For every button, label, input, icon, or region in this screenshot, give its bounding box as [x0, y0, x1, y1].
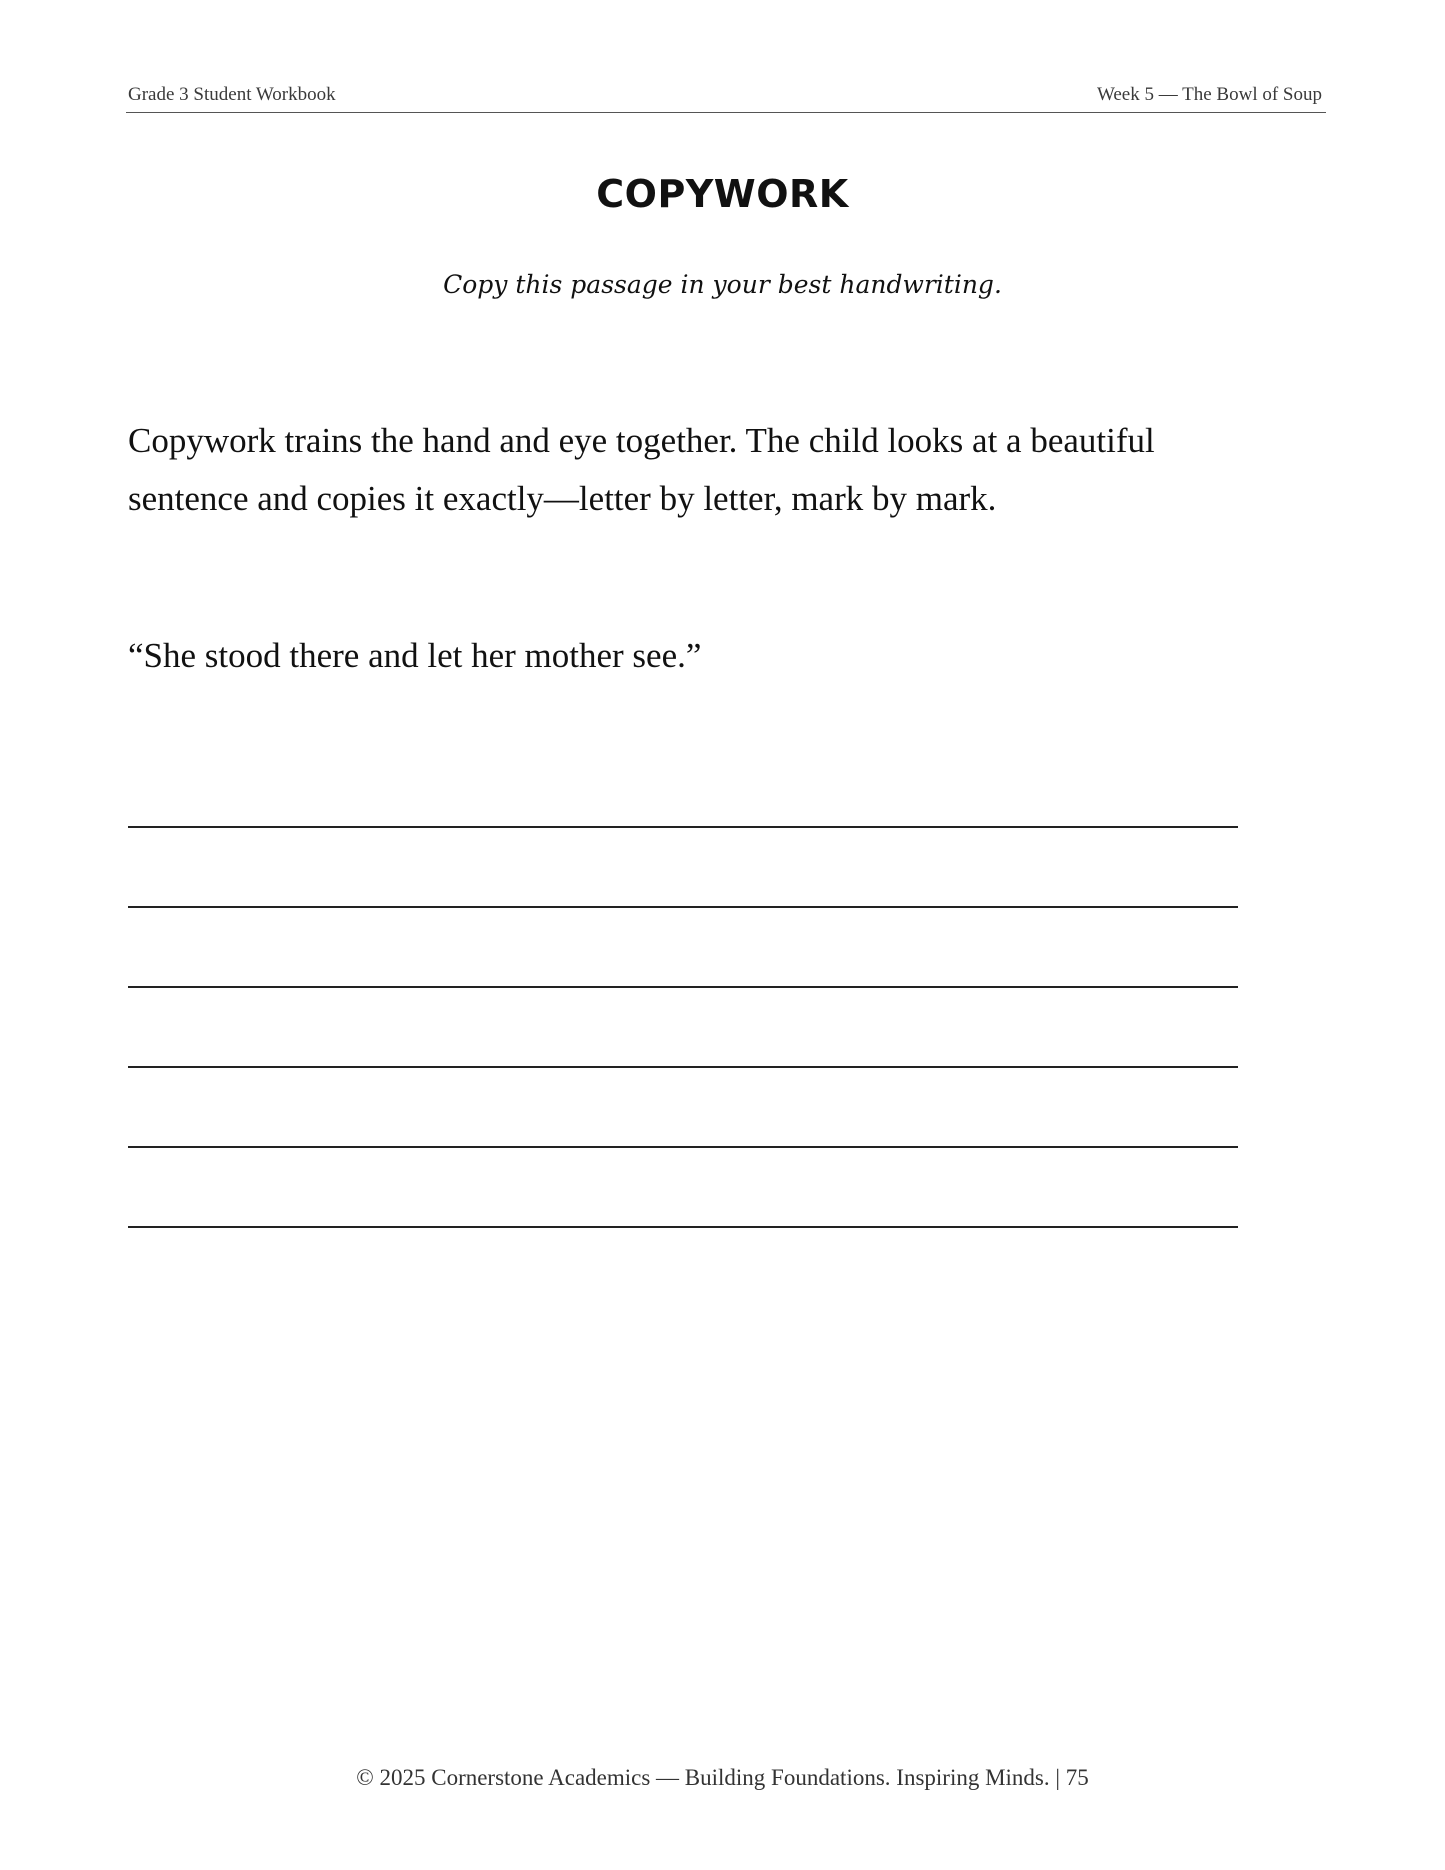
- writing-line: [128, 1066, 1238, 1068]
- writing-line: [128, 986, 1238, 988]
- writing-line: [128, 1146, 1238, 1148]
- page-footer: © 2025 Cornerstone Academics — Building Foundations. Inspiring Minds. | 75: [356, 1765, 1089, 1790]
- writing-lines: [128, 826, 1238, 1306]
- header-book-title: Grade 3 Student Workbook: [128, 84, 336, 105]
- instruction-text: Copy this passage in your best handwriting.: [443, 270, 1002, 299]
- copy-passage: “She stood there and let her mother see.”: [128, 636, 702, 675]
- header-week-title: Week 5 — The Bowl of Soup: [1096, 84, 1322, 105]
- page-title: COPYWORK: [596, 172, 849, 216]
- running-header: [126, 82, 1326, 113]
- writing-line: [128, 1226, 1238, 1228]
- writing-line: [128, 906, 1238, 908]
- intro-paragraph: Copywork trains the hand and eye together. The child looks at a beautiful sentence and copies it exactly—letter by letter, mark by mark.: [128, 421, 1155, 518]
- writing-line: [128, 826, 1238, 828]
